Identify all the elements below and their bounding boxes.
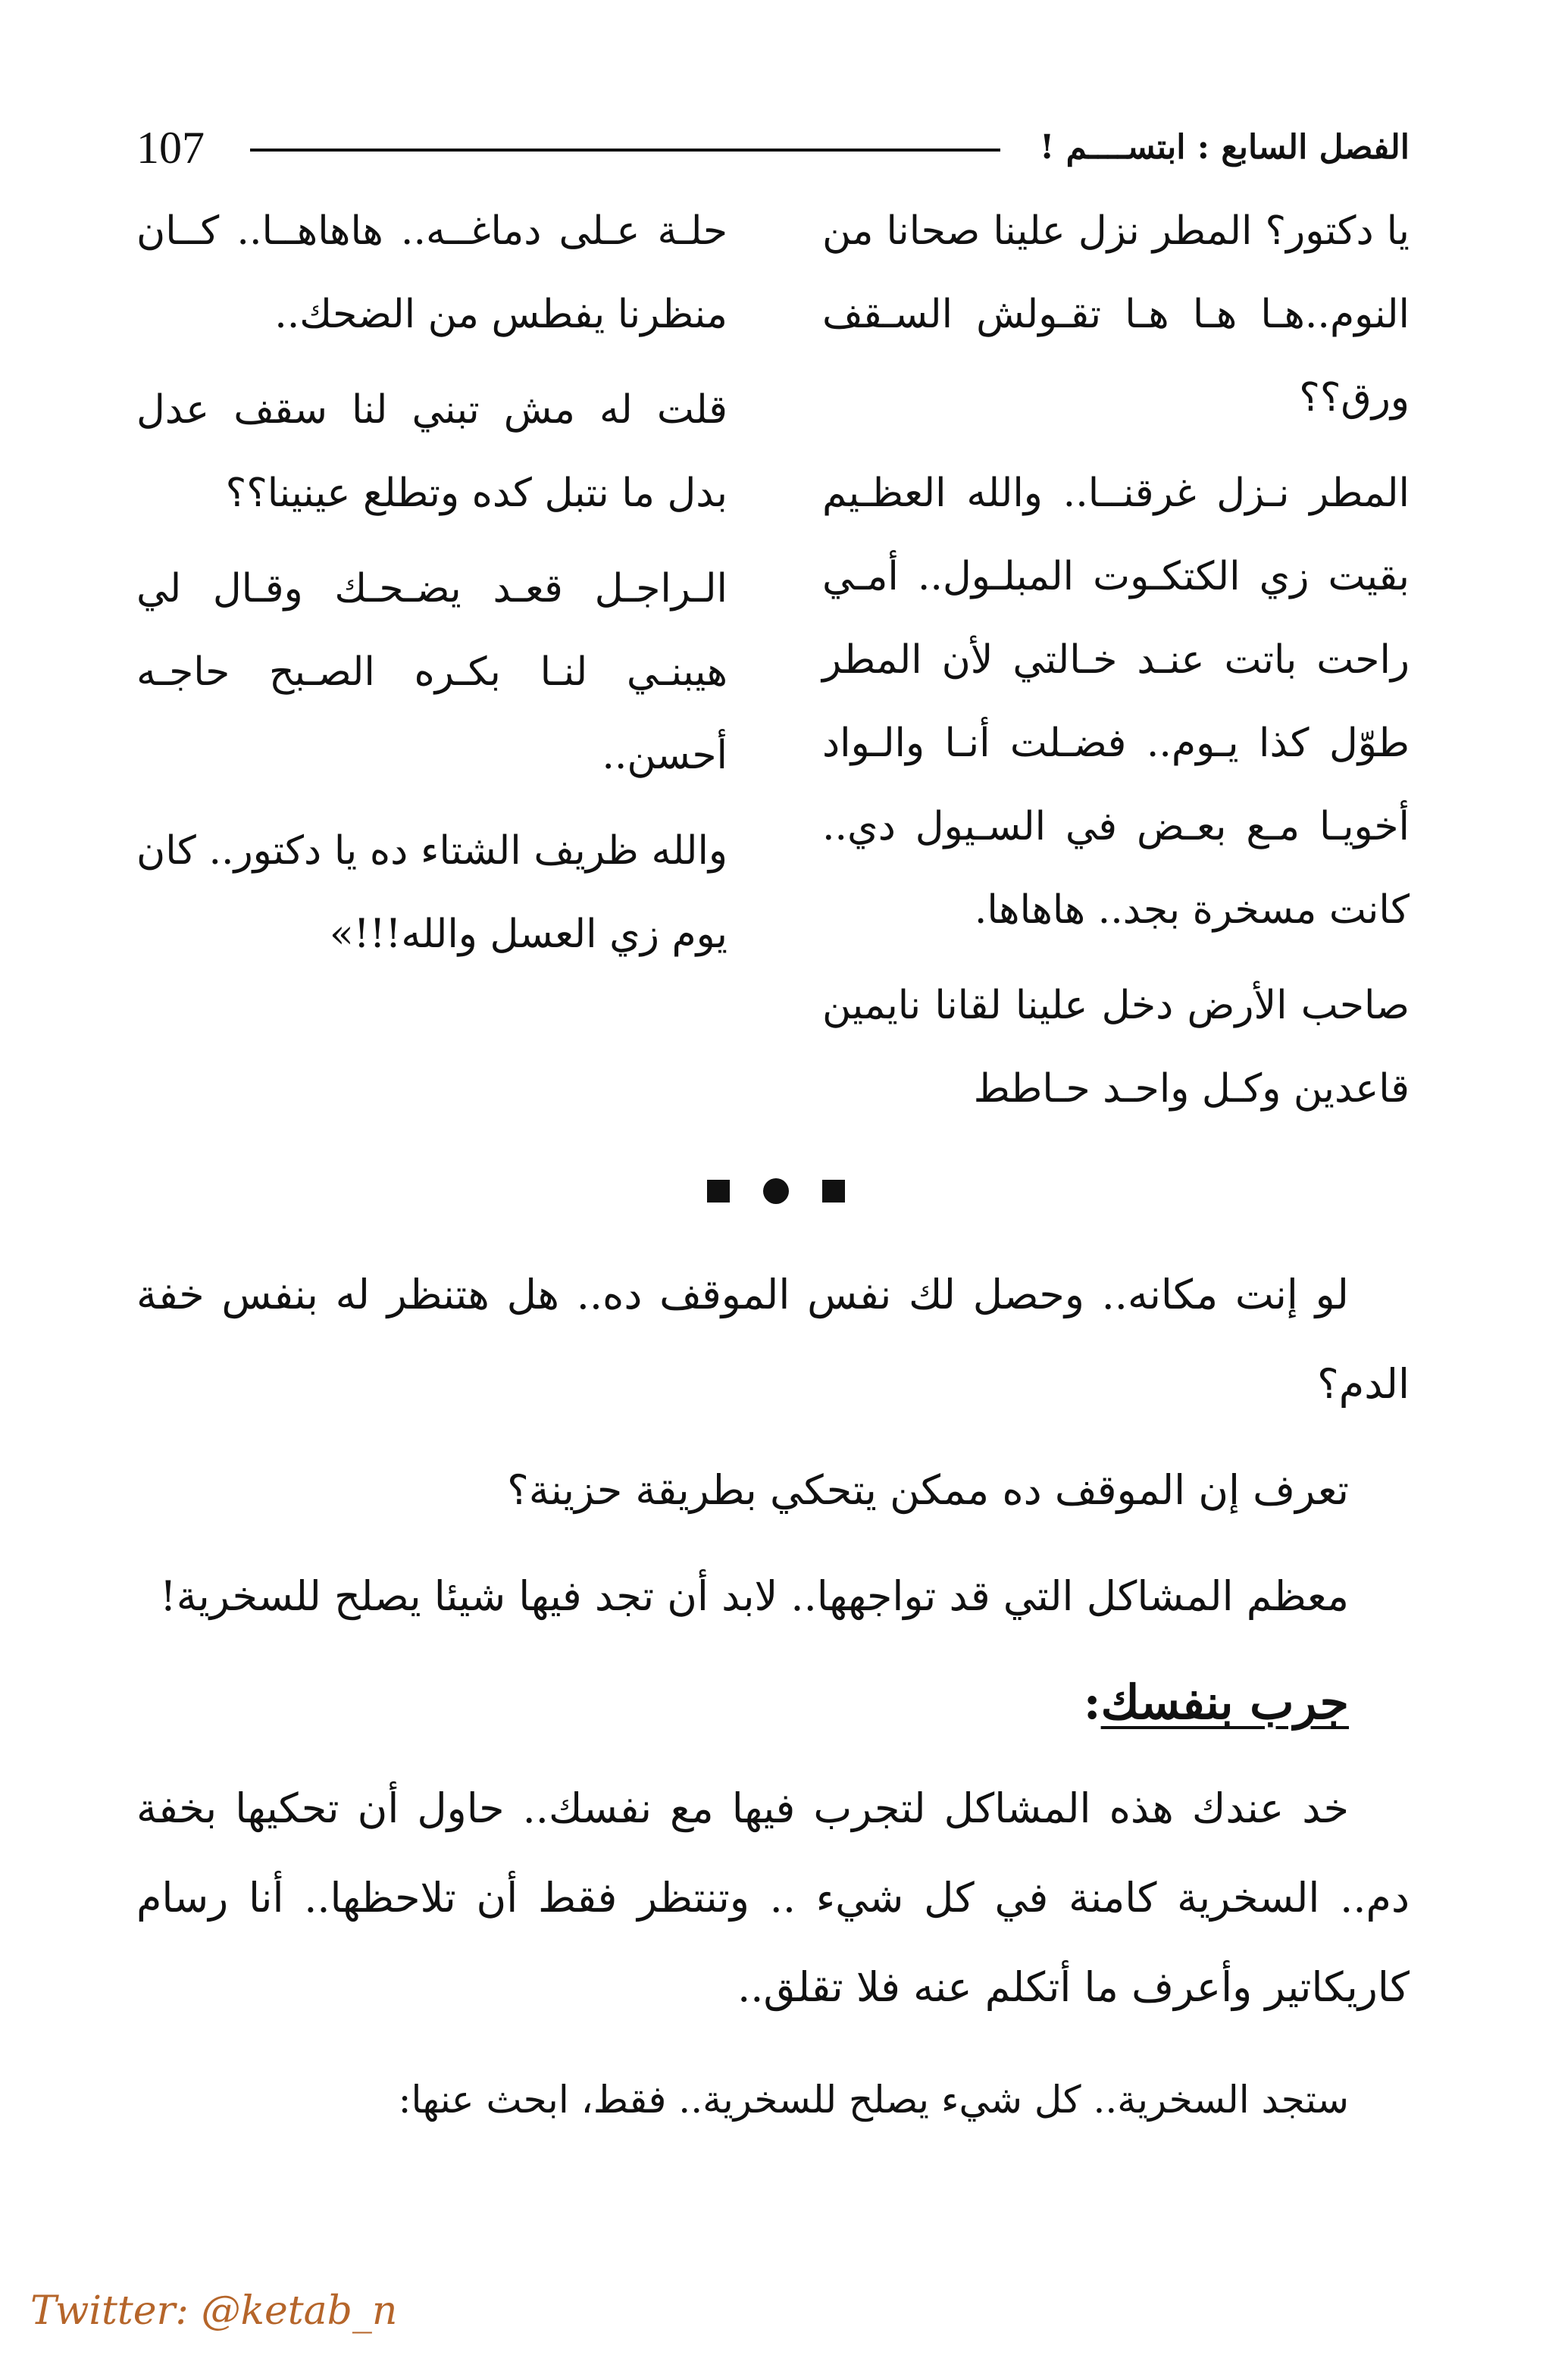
body-paragraph: لو إنت مكانه.. وحصل لك نفس الموقف ده.. هل هتنظر له بنفس خفة الدم؟ bbox=[136, 1271, 1410, 1408]
left-column-paragraph: حلـة عـلى دماغــه.. هاهاهــا.. كــان منظرنا يفطس من الضحك.. bbox=[136, 208, 728, 337]
separator-square-icon bbox=[707, 1180, 730, 1203]
right-column-paragraph: يا دكتور؟ المطر نزل علينا صحانا من النوم..هـا هـا هـا تقـولش السـقف ورق؟؟ bbox=[822, 208, 1410, 421]
closing-line: ستجد السخرية.. كل شيء يصلح للسخرية.. فقط، ابحث عنها: bbox=[398, 2078, 1349, 2122]
right-column bbox=[822, 189, 1410, 1143]
subheading-colon: : bbox=[1083, 1675, 1101, 1730]
left-column-paragraph: قلت له مش تبني لنا سقف عدل بدل ما نتبل كده وتطلع عينينا؟؟ bbox=[136, 387, 728, 516]
right-column-paragraph: المطر نـزل غرقنــا.. والله العظـيم بقيت زي الكتكـوت المبلـول.. أمـي راحت باتت عنـد خـالتي لأن المطر طوّل كذا يـوم.. فضـلت أنـا والـواد أخويـا مـع بعـض في السـيول دي.. كانت مسخرة بجد.. هاهاها. bbox=[822, 471, 1410, 933]
left-column-paragraph: والله ظريف الشتاء ده يا دكتور.. كان يوم زي العسل والله!!!» bbox=[136, 828, 728, 957]
watermark: Twitter: @ketab_n bbox=[30, 2288, 398, 2334]
left-column-paragraph: الـراجـل قعـد يضـحـك وقـال لي هيبنـي لنـا بكـره الصـبح حاجـه أحسن.. bbox=[136, 566, 728, 778]
page-number: 107 bbox=[136, 123, 205, 173]
section-separator bbox=[0, 1178, 1552, 1224]
chapter-title: الفصل السابع : ابتســــم ! bbox=[1040, 128, 1410, 167]
body-paragraph: معظم المشاكل التي قد تواجهها.. لابد أن تجد فيها شيئا يصلح للسخرية! bbox=[160, 1572, 1349, 1620]
page-header bbox=[136, 121, 1410, 174]
header-rule bbox=[250, 149, 1000, 152]
subheading-text: جرب بنفسك bbox=[1100, 1675, 1349, 1730]
separator-dot-icon bbox=[763, 1178, 789, 1204]
subheading bbox=[136, 1658, 1410, 1747]
separator-square-icon bbox=[822, 1180, 845, 1203]
left-column bbox=[136, 189, 728, 988]
right-column-paragraph: صاحب الأرض دخل علينا لقانا نايمين قاعدين وكـل واحـد حـاطط bbox=[822, 983, 1410, 1112]
body-paragraph: تعرف إن الموقف ده ممكن يتحكي بطريقة حزينة؟ bbox=[507, 1466, 1349, 1514]
main-body bbox=[136, 1250, 1410, 2161]
exercise-paragraph: خد عندك هذه المشاكل لتجرب فيها مع نفسك.. حاول أن تحكيها بخفة دم.. السخرية كامنة في كل شيء .. وتنتظر فقط أن تلاحظها.. أنا رسام كاريكاتير وأعرف ما أتكلم عنه فلا تقلق.. bbox=[136, 1784, 1410, 2011]
